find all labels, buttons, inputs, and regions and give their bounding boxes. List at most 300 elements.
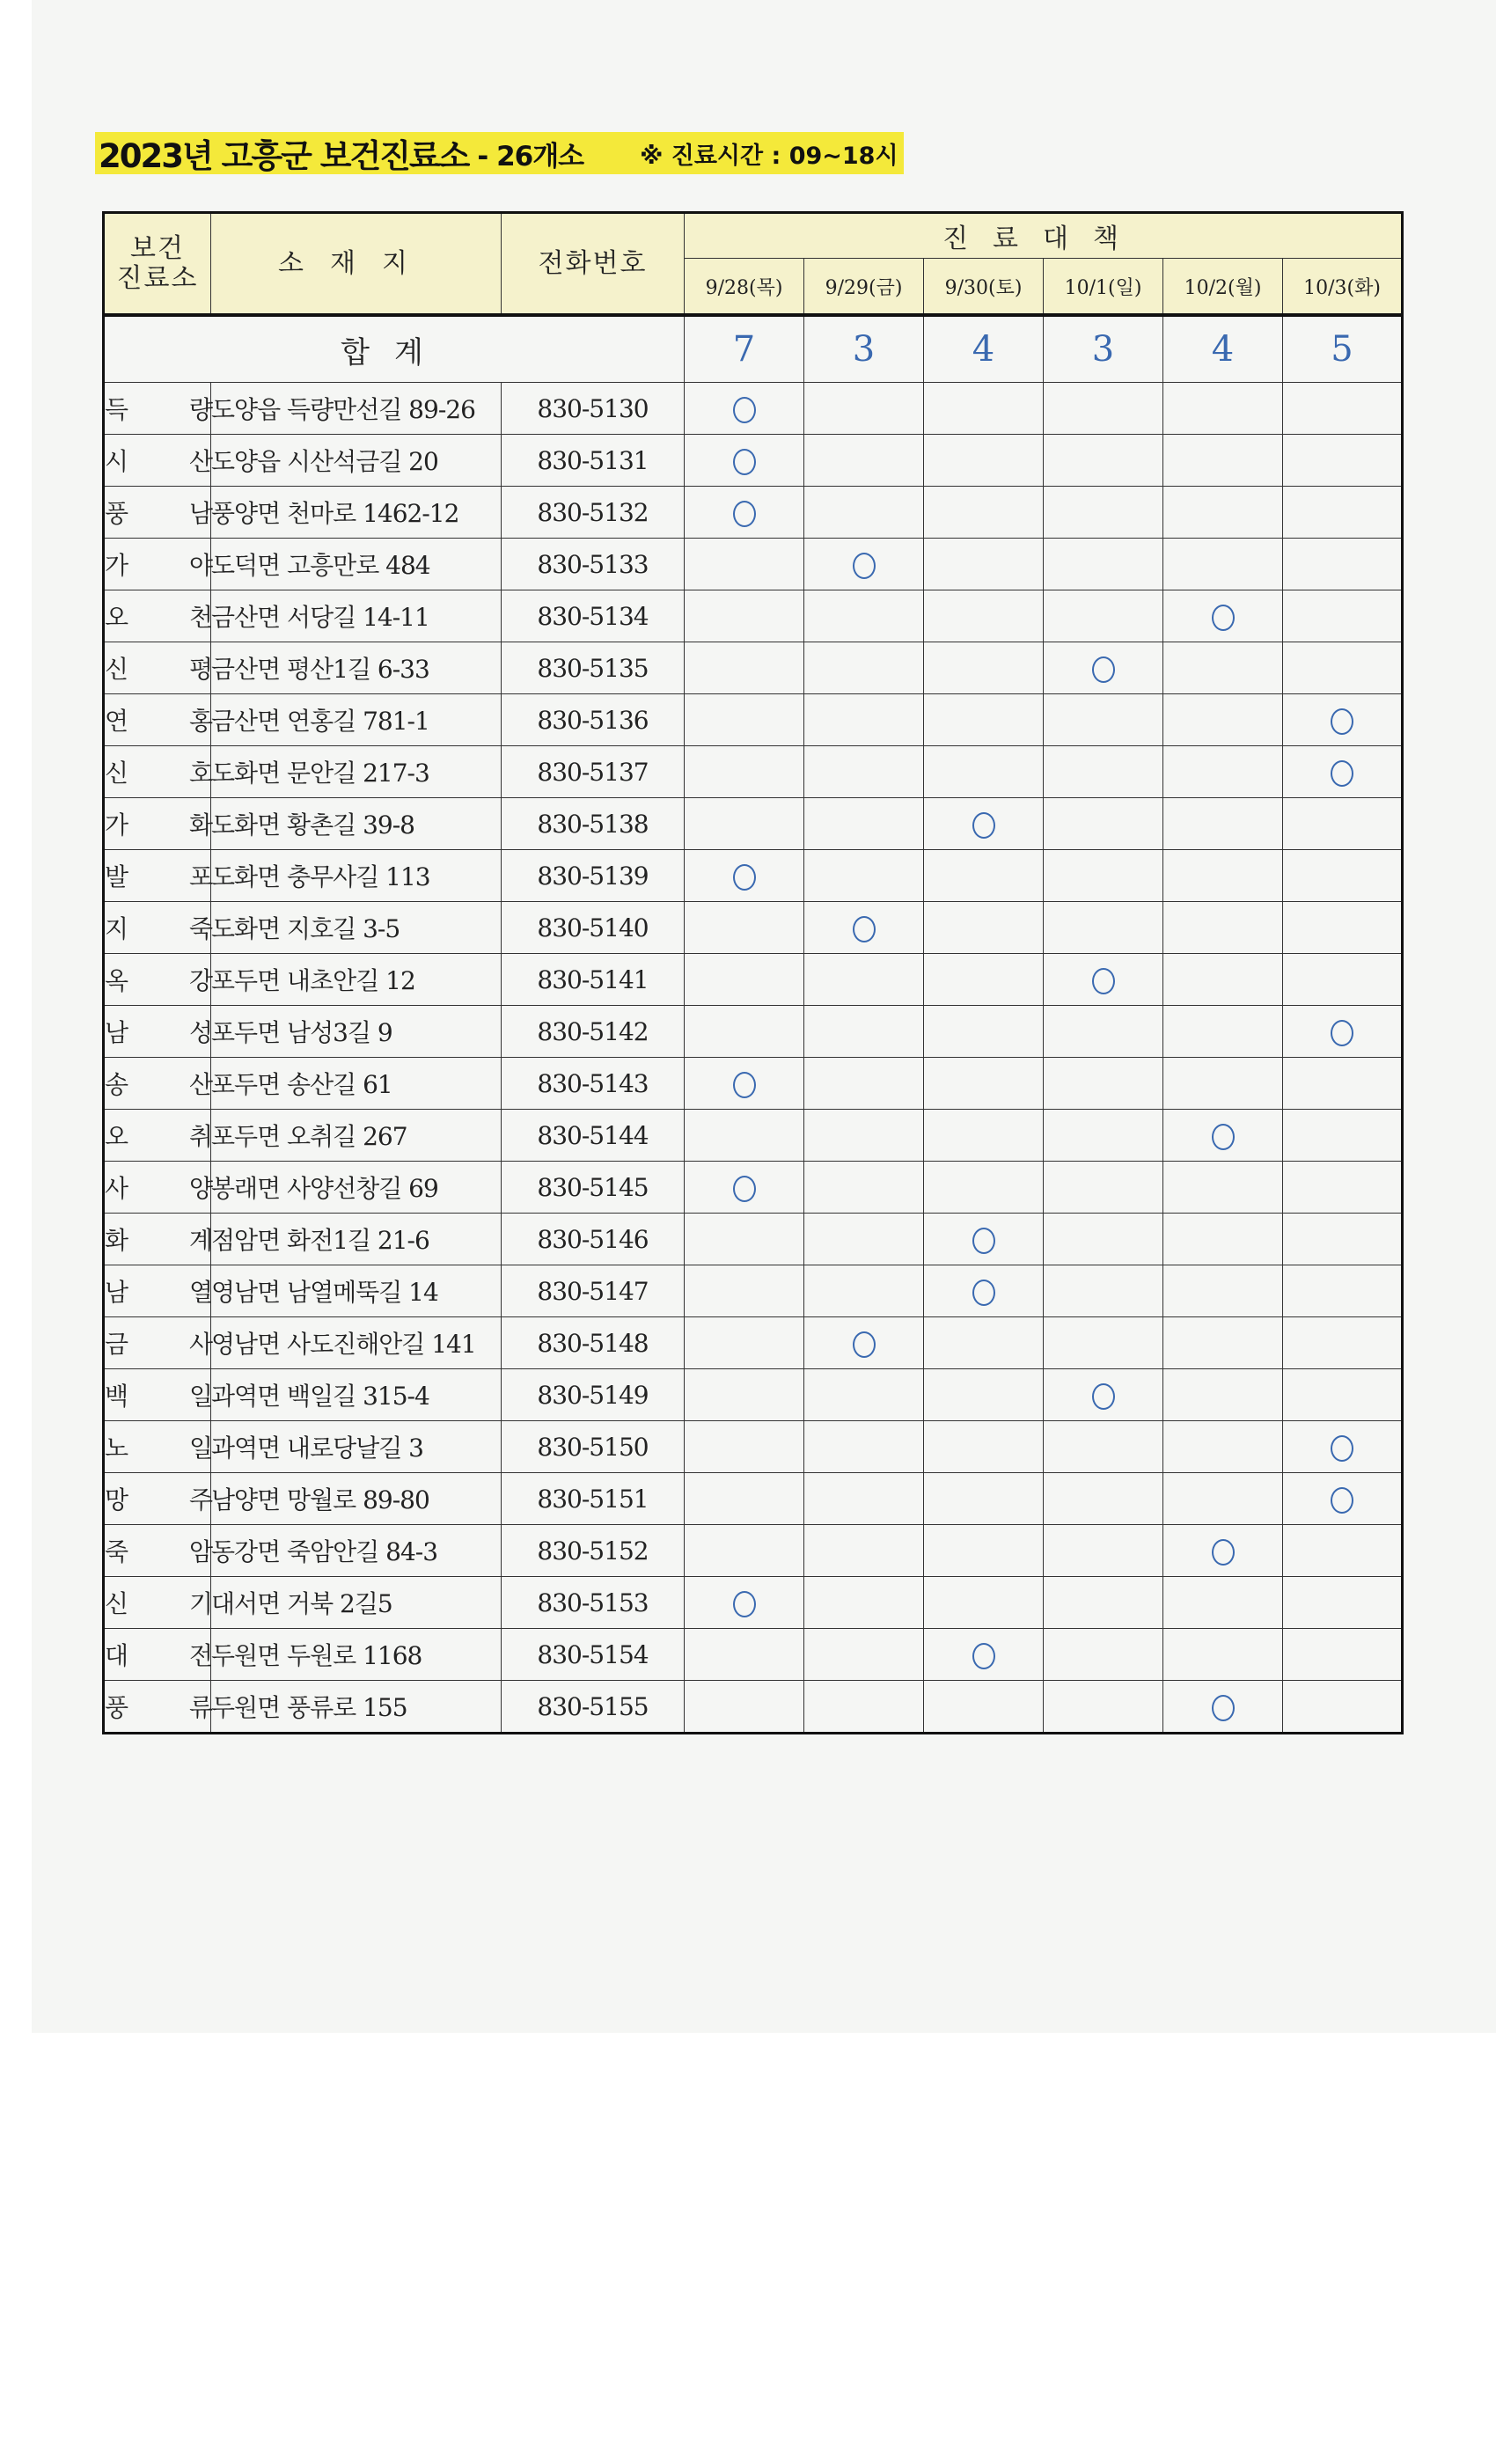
schedule-cell	[1283, 1525, 1403, 1577]
clinic-address: 금산면 평산1길 6-33	[211, 642, 502, 694]
clinic-name: 죽 암	[104, 1525, 211, 1577]
clinic-name: 신 기	[104, 1577, 211, 1629]
schedule-cell	[924, 1214, 1044, 1265]
schedule-cell	[685, 1473, 804, 1525]
clinic-name: 연 홍	[104, 694, 211, 746]
schedule-cell	[1163, 902, 1283, 954]
schedule-cell	[685, 850, 804, 902]
schedule-cell	[804, 1369, 924, 1421]
table-row	[104, 539, 1403, 590]
clinic-address: 도양읍 득량만선길 89-26	[211, 383, 502, 435]
schedule-cell	[804, 850, 924, 902]
title-hours-note: ※ 진료시간 : 09~18시	[640, 142, 898, 170]
schedule-cell	[685, 1577, 804, 1629]
schedule-cell	[1283, 850, 1403, 902]
schedule-cell	[1163, 694, 1283, 746]
schedule-cell	[1283, 539, 1403, 590]
clinic-address: 도화면 황촌길 39-8	[211, 798, 502, 850]
schedule-cell	[804, 435, 924, 487]
table-row	[104, 902, 1403, 954]
open-mark-icon	[733, 501, 756, 527]
clinic-address: 과역면 백일길 315-4	[211, 1369, 502, 1421]
schedule-cell	[804, 1006, 924, 1058]
schedule-cell	[685, 383, 804, 435]
schedule-cell	[1283, 487, 1403, 539]
table-row	[104, 1214, 1403, 1265]
schedule-cell	[924, 694, 1044, 746]
open-mark-icon	[853, 916, 876, 942]
schedule-cell	[1283, 694, 1403, 746]
clinic-phone: 830-5137	[502, 746, 685, 798]
open-mark-icon	[853, 1331, 876, 1358]
table-body	[104, 315, 1403, 1734]
open-mark-icon	[1212, 605, 1235, 631]
schedule-cell	[924, 1525, 1044, 1577]
clinic-phone: 830-5133	[502, 539, 685, 590]
header-date: 10/2(월)	[1163, 259, 1283, 316]
schedule-cell	[1283, 1421, 1403, 1473]
schedule-cell	[804, 539, 924, 590]
schedule-cell	[804, 1577, 924, 1629]
schedule-cell	[685, 1214, 804, 1265]
schedule-cell	[804, 1058, 924, 1110]
schedule-cell	[1044, 1214, 1163, 1265]
clinic-name: 발 포	[104, 850, 211, 902]
schedule-cell	[1163, 1629, 1283, 1681]
schedule-cell	[1283, 1317, 1403, 1369]
title-count: - 26개소	[477, 140, 584, 172]
table-row	[104, 1058, 1403, 1110]
clinic-name: 신 호	[104, 746, 211, 798]
schedule-cell	[1163, 850, 1283, 902]
title-main: 2023년 고흥군 보건진료소	[99, 137, 469, 175]
clinic-phone: 830-5144	[502, 1110, 685, 1162]
schedule-cell	[1044, 1473, 1163, 1525]
schedule-cell	[1163, 383, 1283, 435]
schedule-cell	[804, 1525, 924, 1577]
table-row	[104, 487, 1403, 539]
schedule-cell	[685, 1369, 804, 1421]
schedule-cell	[924, 1473, 1044, 1525]
schedule-cell	[1044, 1110, 1163, 1162]
schedule-cell	[924, 1006, 1044, 1058]
clinic-address: 포두면 오취길 267	[211, 1110, 502, 1162]
schedule-cell	[1283, 746, 1403, 798]
schedule-cell	[1044, 694, 1163, 746]
schedule-cell	[1283, 1629, 1403, 1681]
clinic-phone: 830-5130	[502, 383, 685, 435]
schedule-cell	[924, 383, 1044, 435]
clinic-phone: 830-5149	[502, 1369, 685, 1421]
table-row	[104, 1369, 1403, 1421]
header-clinic	[104, 213, 211, 316]
schedule-cell	[804, 1421, 924, 1473]
schedule-cell	[685, 746, 804, 798]
schedule-cell	[1283, 642, 1403, 694]
clinic-phone: 830-5143	[502, 1058, 685, 1110]
header-date: 10/1(일)	[1044, 259, 1163, 316]
schedule-cell	[1044, 590, 1163, 642]
schedule-cell	[924, 1577, 1044, 1629]
open-mark-icon	[1331, 1487, 1353, 1514]
schedule-cell	[1163, 1058, 1283, 1110]
clinic-name: 사 양	[104, 1162, 211, 1214]
schedule-cell	[685, 1525, 804, 1577]
schedule-cell	[685, 1317, 804, 1369]
schedule-cell	[924, 539, 1044, 590]
schedule-cell	[804, 798, 924, 850]
schedule-cell	[1044, 1681, 1163, 1734]
schedule-cell	[1163, 1525, 1283, 1577]
open-mark-icon	[733, 1176, 756, 1202]
clinic-name: 노 일	[104, 1421, 211, 1473]
total-value: 5	[1283, 315, 1403, 383]
open-mark-icon	[1092, 1383, 1115, 1410]
schedule-cell	[924, 902, 1044, 954]
clinic-address: 동강면 죽암안길 84-3	[211, 1525, 502, 1577]
schedule-cell	[1283, 798, 1403, 850]
schedule-cell	[804, 1681, 924, 1734]
clinic-name: 대 전	[104, 1629, 211, 1681]
schedule-cell	[924, 1421, 1044, 1473]
clinic-phone: 830-5132	[502, 487, 685, 539]
table-row	[104, 954, 1403, 1006]
schedule-cell	[685, 590, 804, 642]
clinic-phone: 830-5145	[502, 1162, 685, 1214]
total-value: 3	[1044, 315, 1163, 383]
open-mark-icon	[733, 864, 756, 891]
open-mark-icon	[972, 812, 995, 839]
clinic-address: 도화면 지호길 3-5	[211, 902, 502, 954]
schedule-cell	[804, 1629, 924, 1681]
clinic-phone: 830-5142	[502, 1006, 685, 1058]
schedule-cell	[685, 1110, 804, 1162]
clinic-address: 금산면 서당길 14-11	[211, 590, 502, 642]
clinic-name: 백 일	[104, 1369, 211, 1421]
header-date: 9/30(토)	[924, 259, 1044, 316]
schedule-cell	[1283, 1369, 1403, 1421]
open-mark-icon	[733, 1591, 756, 1617]
schedule-cell	[1044, 1162, 1163, 1214]
schedule-cell	[1283, 1265, 1403, 1317]
clinic-address: 금산면 연홍길 781-1	[211, 694, 502, 746]
header-schedule-group: 진료대책	[685, 213, 1403, 259]
clinic-name: 화 계	[104, 1214, 211, 1265]
clinic-name: 망 주	[104, 1473, 211, 1525]
schedule-cell	[924, 487, 1044, 539]
schedule-cell	[1163, 642, 1283, 694]
table-row	[104, 1006, 1403, 1058]
header-date: 9/28(목)	[685, 259, 804, 316]
schedule-cell	[804, 487, 924, 539]
total-value: 3	[804, 315, 924, 383]
clinic-address: 영남면 사도진해안길 141	[211, 1317, 502, 1369]
clinic-name: 남 열	[104, 1265, 211, 1317]
schedule-cell	[1283, 1006, 1403, 1058]
schedule-cell	[924, 1058, 1044, 1110]
total-value: 4	[1163, 315, 1283, 383]
schedule-cell	[1044, 487, 1163, 539]
schedule-cell	[1163, 1214, 1283, 1265]
schedule-cell	[804, 1265, 924, 1317]
table-row	[104, 642, 1403, 694]
clinic-phone: 830-5136	[502, 694, 685, 746]
clinic-phone: 830-5140	[502, 902, 685, 954]
open-mark-icon	[972, 1643, 995, 1669]
schedule-cell	[804, 642, 924, 694]
schedule-cell	[1044, 1421, 1163, 1473]
schedule-cell	[1163, 1473, 1283, 1525]
clinic-address: 두원면 두원로 1168	[211, 1629, 502, 1681]
schedule-cell	[804, 746, 924, 798]
open-mark-icon	[733, 449, 756, 475]
open-mark-icon	[853, 553, 876, 579]
clinic-phone: 830-5146	[502, 1214, 685, 1265]
schedule-cell	[804, 590, 924, 642]
schedule-cell	[685, 435, 804, 487]
table-row	[104, 1629, 1403, 1681]
clinic-address: 풍양면 천마로 1462-12	[211, 487, 502, 539]
schedule-cell	[804, 694, 924, 746]
clinic-address: 도화면 충무사길 113	[211, 850, 502, 902]
header-address: 소재지	[211, 213, 502, 316]
table-row	[104, 746, 1403, 798]
schedule-cell	[685, 798, 804, 850]
schedule-cell	[685, 1162, 804, 1214]
clinic-phone: 830-5154	[502, 1629, 685, 1681]
clinic-phone: 830-5147	[502, 1265, 685, 1317]
schedule-cell	[1283, 1162, 1403, 1214]
schedule-cell	[924, 1629, 1044, 1681]
schedule-cell	[1044, 435, 1163, 487]
schedule-cell	[685, 1629, 804, 1681]
header-clinic-label: 보건 진료소	[116, 232, 199, 294]
clinic-address: 포두면 송산길 61	[211, 1058, 502, 1110]
table-row	[104, 1577, 1403, 1629]
clinic-name: 풍 류	[104, 1681, 211, 1734]
open-mark-icon	[1331, 1020, 1353, 1046]
header-phone: 전화번호	[502, 213, 685, 316]
schedule-cell	[1163, 1421, 1283, 1473]
clinic-address: 남양면 망월로 89-80	[211, 1473, 502, 1525]
clinic-name: 송 산	[104, 1058, 211, 1110]
open-mark-icon	[972, 1280, 995, 1306]
clinic-phone: 830-5150	[502, 1421, 685, 1473]
schedule-cell	[1283, 1058, 1403, 1110]
clinic-phone: 830-5134	[502, 590, 685, 642]
schedule-cell	[924, 1162, 1044, 1214]
schedule-cell	[924, 1369, 1044, 1421]
schedule-cell	[685, 1681, 804, 1734]
clinic-name: 옥 강	[104, 954, 211, 1006]
clinic-address: 도덕면 고흥만로 484	[211, 539, 502, 590]
schedule-cell	[1283, 1681, 1403, 1734]
schedule-cell	[1163, 1317, 1283, 1369]
table-row	[104, 383, 1403, 435]
schedule-cell	[1283, 1473, 1403, 1525]
schedule-cell	[1044, 1369, 1163, 1421]
schedule-cell	[1044, 1577, 1163, 1629]
table-row	[104, 1110, 1403, 1162]
open-mark-icon	[733, 1072, 756, 1098]
clinic-name: 오 취	[104, 1110, 211, 1162]
clinic-phone: 830-5148	[502, 1317, 685, 1369]
schedule-cell	[1283, 1214, 1403, 1265]
schedule-cell	[924, 590, 1044, 642]
clinic-address: 도화면 문안길 217-3	[211, 746, 502, 798]
header-date: 10/3(화)	[1283, 259, 1403, 316]
schedule-cell	[924, 1317, 1044, 1369]
clinic-address: 영남면 남열메뚝길 14	[211, 1265, 502, 1317]
schedule-cell	[924, 1681, 1044, 1734]
schedule-cell	[685, 642, 804, 694]
schedule-cell	[1283, 1577, 1403, 1629]
header-date: 9/29(금)	[804, 259, 924, 316]
clinic-address: 과역면 내로당날길 3	[211, 1421, 502, 1473]
clinic-phone: 830-5139	[502, 850, 685, 902]
table-row	[104, 1265, 1403, 1317]
clinic-address: 봉래면 사양선창길 69	[211, 1162, 502, 1214]
schedule-cell	[685, 954, 804, 1006]
schedule-cell	[804, 954, 924, 1006]
schedule-cell	[924, 1265, 1044, 1317]
schedule-cell	[924, 850, 1044, 902]
page-title	[95, 132, 904, 174]
clinic-address: 도양읍 시산석금길 20	[211, 435, 502, 487]
schedule-cell	[1044, 1317, 1163, 1369]
clinic-phone: 830-5153	[502, 1577, 685, 1629]
table-row	[104, 798, 1403, 850]
clinic-name: 가 화	[104, 798, 211, 850]
clinic-name: 남 성	[104, 1006, 211, 1058]
schedule-cell	[804, 1317, 924, 1369]
table-row	[104, 1681, 1403, 1734]
clinic-name: 오 천	[104, 590, 211, 642]
schedule-cell	[1044, 1525, 1163, 1577]
clinic-phone: 830-5135	[502, 642, 685, 694]
schedule-cell	[1044, 1006, 1163, 1058]
clinic-name: 시 산	[104, 435, 211, 487]
schedule-cell	[685, 487, 804, 539]
clinic-phone: 830-5131	[502, 435, 685, 487]
table-row	[104, 435, 1403, 487]
schedule-cell	[1283, 435, 1403, 487]
open-mark-icon	[1212, 1695, 1235, 1721]
total-value: 4	[924, 315, 1044, 383]
schedule-cell	[685, 1058, 804, 1110]
clinic-name: 신 평	[104, 642, 211, 694]
clinic-address: 점암면 화전1길 21-6	[211, 1214, 502, 1265]
schedule-cell	[1163, 1006, 1283, 1058]
schedule-cell	[1044, 383, 1163, 435]
schedule-cell	[804, 1473, 924, 1525]
schedule-cell	[804, 1110, 924, 1162]
table-row	[104, 590, 1403, 642]
schedule-cell	[1044, 798, 1163, 850]
schedule-cell	[685, 1421, 804, 1473]
table-row	[104, 1421, 1403, 1473]
schedule-cell	[1044, 746, 1163, 798]
open-mark-icon	[1092, 656, 1115, 683]
table-row	[104, 1317, 1403, 1369]
schedule-cell	[1283, 383, 1403, 435]
schedule-cell	[1283, 902, 1403, 954]
table-row	[104, 1473, 1403, 1525]
open-mark-icon	[1092, 968, 1115, 994]
schedule-cell	[924, 746, 1044, 798]
schedule-cell	[685, 694, 804, 746]
schedule-cell	[1044, 539, 1163, 590]
open-mark-icon	[733, 397, 756, 423]
schedule-cell	[924, 642, 1044, 694]
clinic-phone: 830-5151	[502, 1473, 685, 1525]
clinic-address: 두원면 풍류로 155	[211, 1681, 502, 1734]
open-mark-icon	[972, 1228, 995, 1254]
schedule-cell	[1163, 746, 1283, 798]
table-row	[104, 694, 1403, 746]
table-row	[104, 1162, 1403, 1214]
schedule-cell	[804, 902, 924, 954]
schedule-cell	[924, 435, 1044, 487]
schedule-cell	[685, 1006, 804, 1058]
schedule-cell	[1283, 1110, 1403, 1162]
schedule-cell	[1044, 1629, 1163, 1681]
schedule-cell	[924, 798, 1044, 850]
schedule-cell	[924, 1110, 1044, 1162]
schedule-cell	[804, 1214, 924, 1265]
total-value: 7	[685, 315, 804, 383]
clinic-name: 가 야	[104, 539, 211, 590]
schedule-cell	[1283, 590, 1403, 642]
table-row	[104, 850, 1403, 902]
clinic-address: 포두면 내초안길 12	[211, 954, 502, 1006]
schedule-cell	[924, 954, 1044, 1006]
clinic-name: 득 량	[104, 383, 211, 435]
clinic-phone: 830-5138	[502, 798, 685, 850]
schedule-cell	[1163, 435, 1283, 487]
clinic-address: 포두면 남성3길 9	[211, 1006, 502, 1058]
clinic-name: 금 사	[104, 1317, 211, 1369]
schedule-cell	[1044, 902, 1163, 954]
schedule-cell	[1044, 1265, 1163, 1317]
schedule-cell	[685, 902, 804, 954]
open-mark-icon	[1331, 760, 1353, 787]
clinic-name: 풍 남	[104, 487, 211, 539]
schedule-cell	[1044, 1058, 1163, 1110]
schedule-cell	[1044, 954, 1163, 1006]
schedule-cell	[1163, 590, 1283, 642]
clinic-phone: 830-5155	[502, 1681, 685, 1734]
schedule-cell	[685, 539, 804, 590]
table-row	[104, 1525, 1403, 1577]
schedule-cell	[804, 1162, 924, 1214]
schedule-cell	[1283, 954, 1403, 1006]
schedule-cell	[1163, 1681, 1283, 1734]
schedule-cell	[685, 1265, 804, 1317]
total-row	[104, 315, 1403, 383]
schedule-cell	[1044, 850, 1163, 902]
schedule-cell	[1163, 1265, 1283, 1317]
clinic-address: 대서면 거북 2길5	[211, 1577, 502, 1629]
open-mark-icon	[1331, 708, 1353, 735]
open-mark-icon	[1331, 1435, 1353, 1462]
clinic-phone: 830-5152	[502, 1525, 685, 1577]
schedule-cell	[1163, 1369, 1283, 1421]
open-mark-icon	[1212, 1539, 1235, 1566]
open-mark-icon	[1212, 1124, 1235, 1150]
schedule-cell	[1163, 954, 1283, 1006]
schedule-cell	[1163, 487, 1283, 539]
